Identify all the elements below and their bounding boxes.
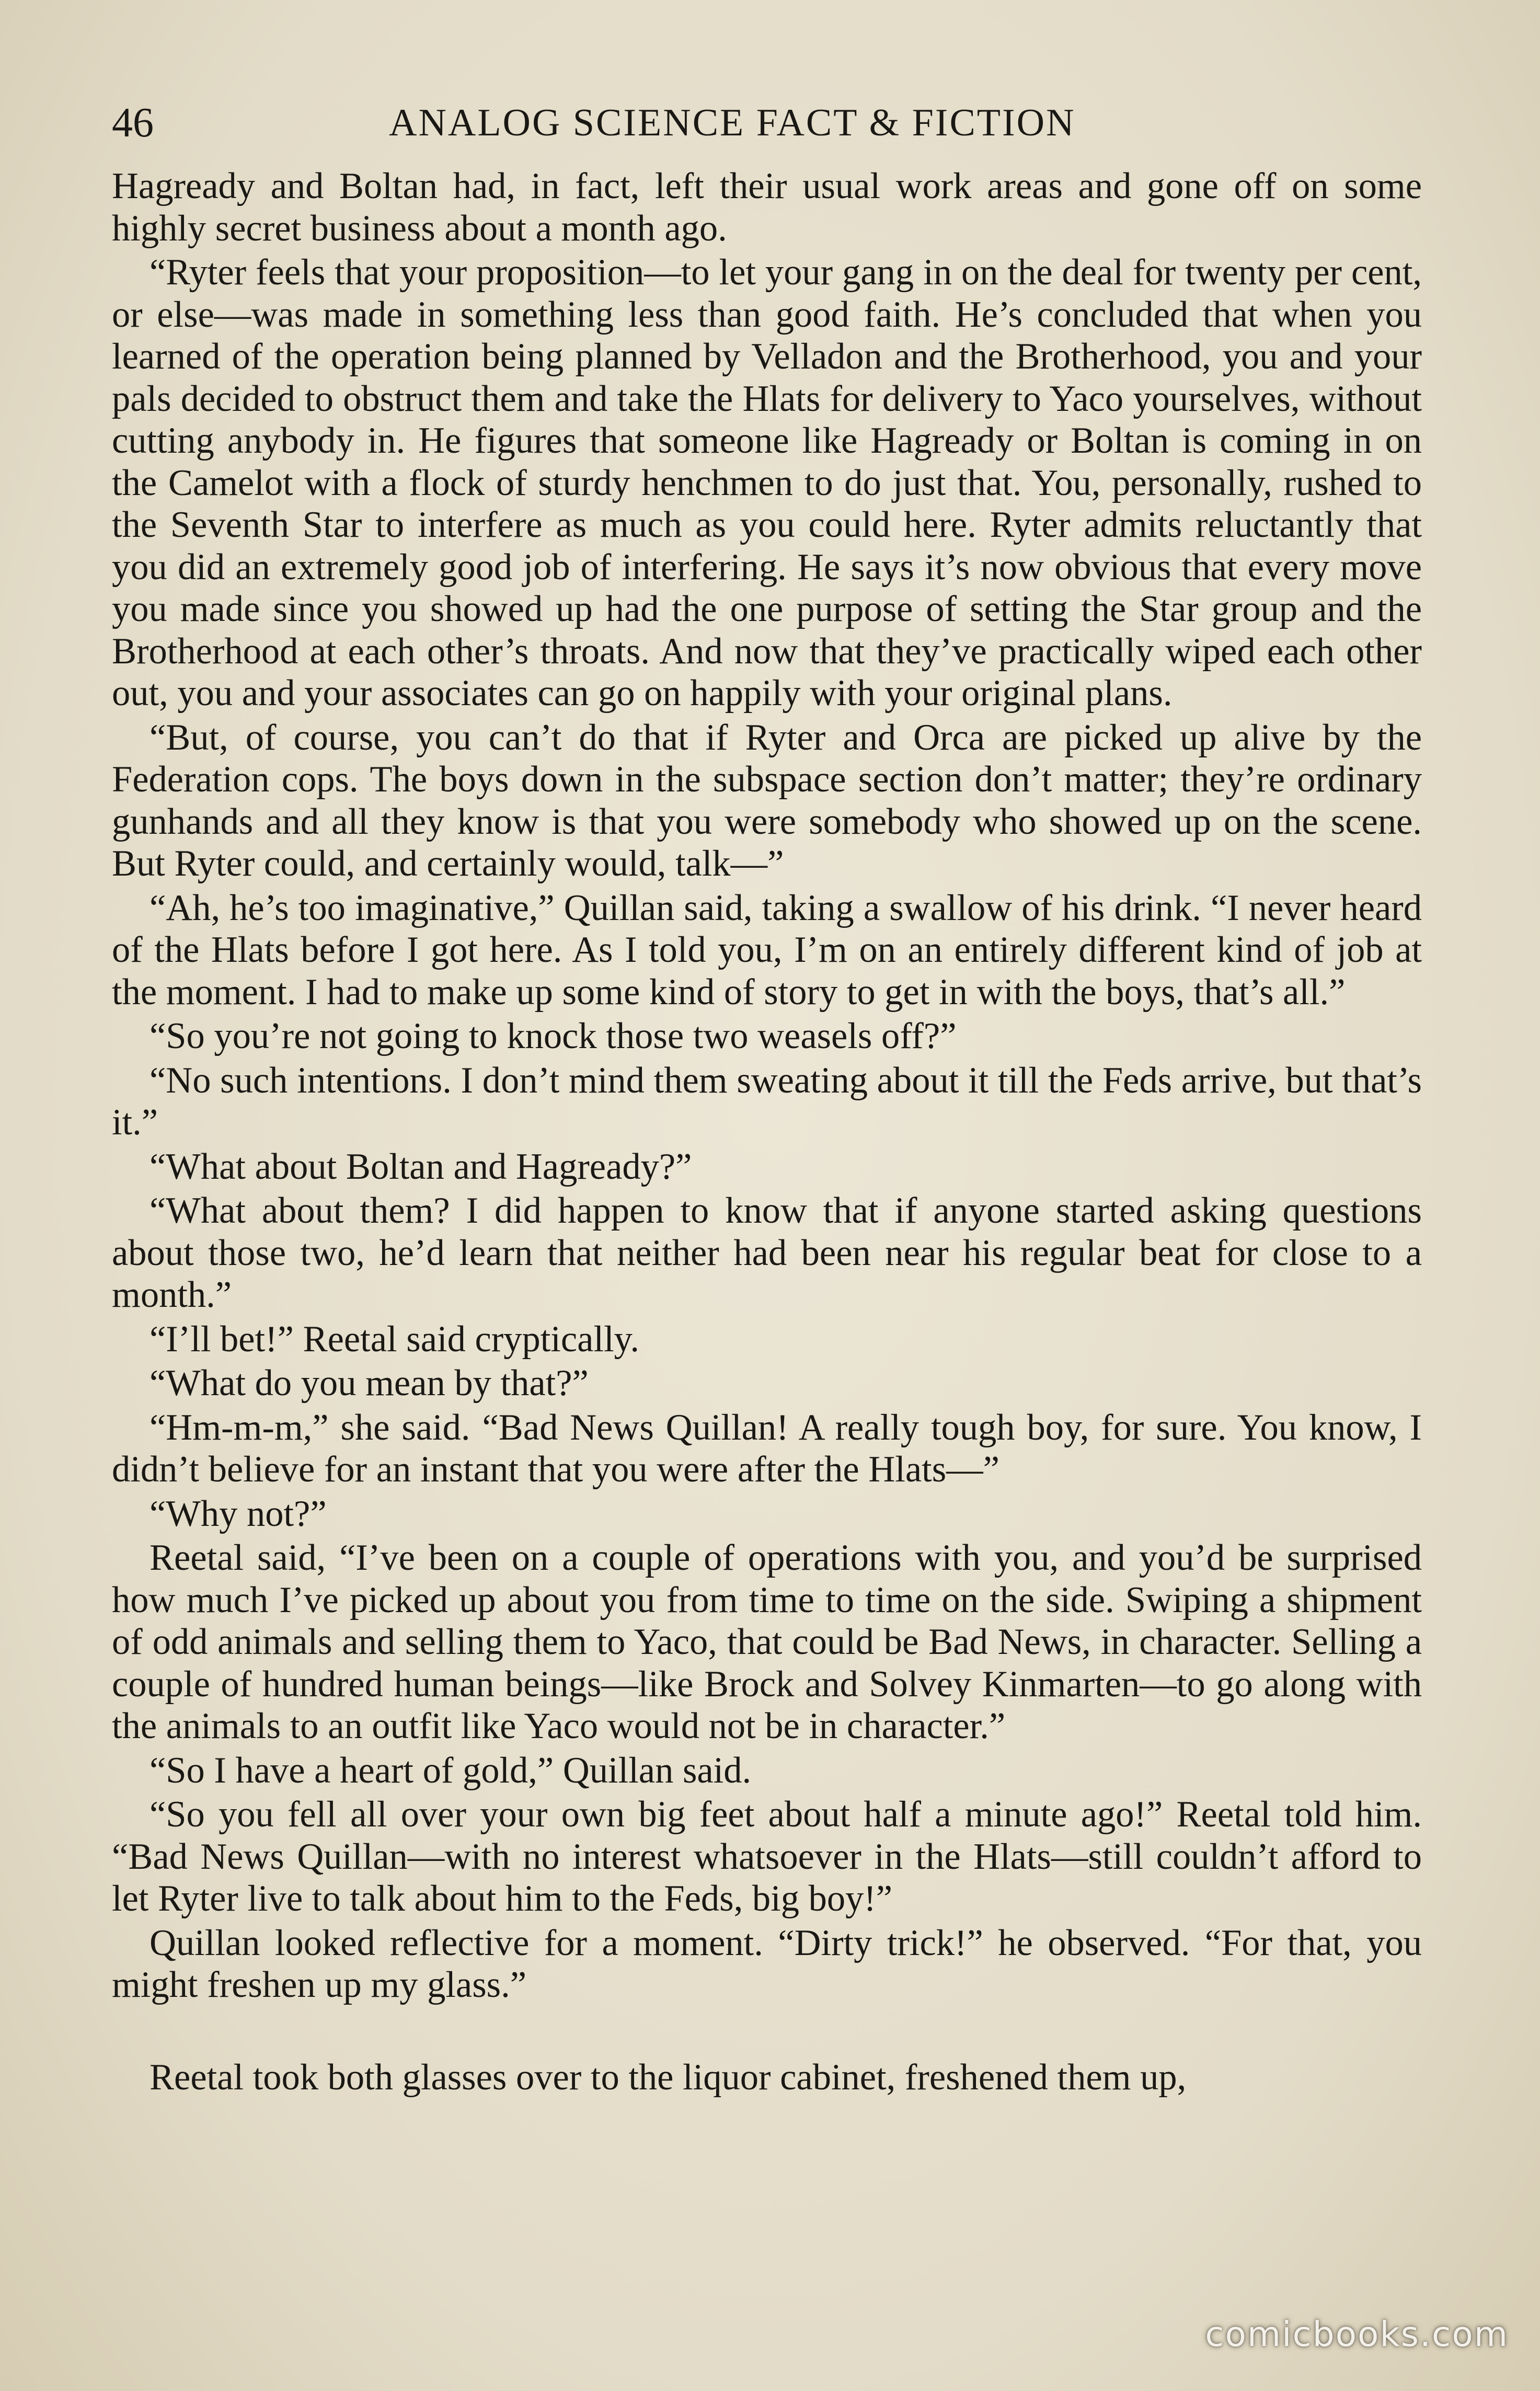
paragraph: “What do you mean by that?” bbox=[150, 1363, 589, 1404]
page-header bbox=[112, 94, 1422, 152]
paragraph: Quillan looked reflective for a moment. “Dirty trick!” he observed. “For that, you might freshen up my glass.” bbox=[112, 1922, 1422, 2005]
paragraph: “What about Boltan and Hagready?” bbox=[150, 1146, 692, 1187]
paragraph: “Hm-m-m,” she said. “Bad News Quillan! A really tough boy, for sure. You know, I didn’t believe for an instant that you were after the Hlats—” bbox=[112, 1407, 1422, 1490]
paragraph: “So I have a heart of gold,” Quillan said. bbox=[150, 1750, 752, 1791]
paragraph: “Why not?” bbox=[150, 1493, 327, 1534]
paragraph: “But, of course, you can’t do that if Ryter and Orca are picked up alive by the Federation cops. The boys down in the subspace section don’t matter; they’re ordinary gunhands and all they know is that you were somebody who showed up on the scene. But Ryter could, and certainly would, talk—” bbox=[112, 717, 1422, 884]
page-number: 46 bbox=[112, 100, 154, 146]
paragraph: “Ah, he’s too imaginative,” Quillan said, taking a swallow of his drink. “I never heard of the Hlats before I got here. As I told you, I’m on an entirely different kind of job at the moment. I had to make up some kind of story to get in with the boys, that’s all.” bbox=[112, 887, 1422, 1013]
body-text bbox=[112, 165, 1422, 2100]
paragraph: “I’ll bet!” Reetal said cryptically. bbox=[150, 1318, 639, 1360]
paragraph: Reetal said, “I’ve been on a couple of operations with you, and you’d be surprised how much I’ve picked up about you from time to time on the side. Swiping a shipment of odd animals and selling them to Yaco, that could be Bad News, in character. Selling a couple of hundred human beings—like Brock and Solvey Kinmarten—to go along with the animals to an outfit like Yaco would not be in character.” bbox=[112, 1537, 1422, 1746]
watermark: comicbooks.com bbox=[1205, 2314, 1509, 2354]
running-title: ANALOG SCIENCE FACT & FICTION bbox=[389, 101, 1076, 144]
paragraph: Reetal took both glasses over to the liquor cabinet, freshened them up, bbox=[150, 2056, 1187, 2098]
paragraph: “No such intentions. I don’t mind them sweating about it till the Feds arrive, but that’s it.” bbox=[112, 1060, 1422, 1143]
paragraph: “So you fell all over your own big feet about half a minute ago!” Reetal told him. “Bad News Quillan—with no interest whatsoever in the Hlats—still couldn’t afford to let Ryter live to talk about him to the Feds, big boy!” bbox=[112, 1794, 1422, 1919]
paragraph: Hagready and Boltan had, in fact, left their usual work areas and gone off on some highly secret business about a month ago. bbox=[112, 166, 1422, 249]
paragraph: “So you’re not going to knock those two weasels off?” bbox=[150, 1016, 957, 1056]
paragraph: “What about them? I did happen to know that if anyone started asking questions about those two, he’d learn that neither had been near his regular beat for close to a month.” bbox=[112, 1190, 1422, 1315]
paragraph: “Ryter feels that your proposition—to let your gang in on the deal for twenty per cent, or else—was made in something less than good faith. He’s concluded that when you learned of the operation being planned by Velladon and the Brotherhood, you and your pals decided to obstruct them and take the Hlats for delivery to Yaco yourselves, without cutting anybody in. He figures that someone like Hagready or Boltan is coming in on the Camelot with a flock of sturdy henchmen to do just that. You, personally, rushed to the Seventh Star to interfere as much as you could here. Ryter admits reluctantly that you did an extremely good job of interfering. He says it’s now obvious that every move you made since you showed up had the one purpose of setting the Star group and the Brotherhood at each other’s throats. And now that they’ve practically wiped each other out, you and your associates can go on happily with your original plans. bbox=[112, 252, 1422, 714]
